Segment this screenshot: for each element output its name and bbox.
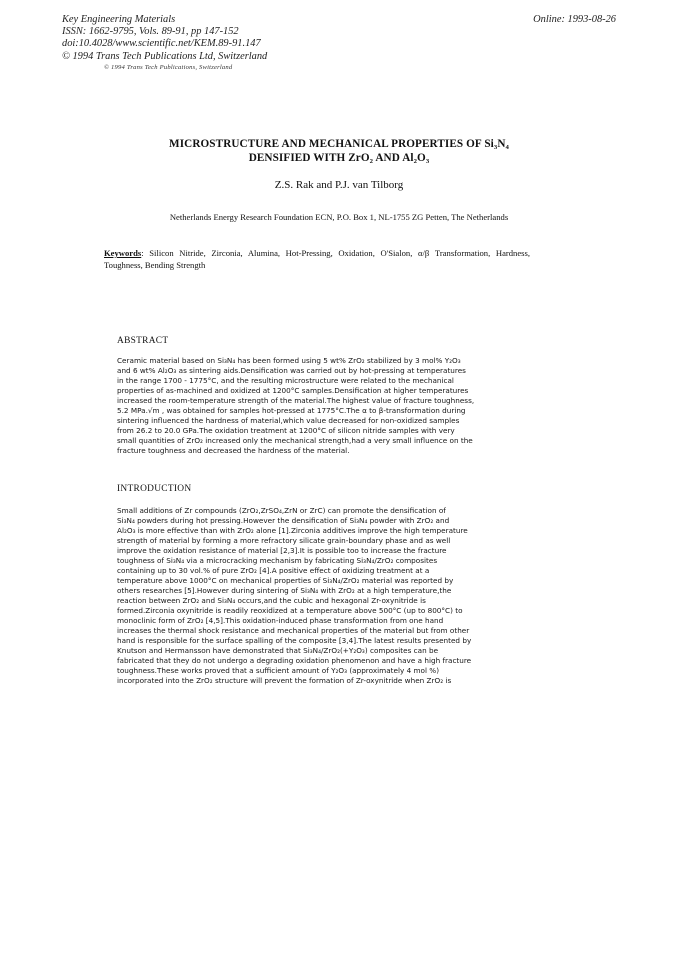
introduction-body: [117, 506, 517, 686]
paper-title-line-1: MICROSTRUCTURE AND MECHANICAL PROPERTIES OF Si₃N₄: [169, 138, 509, 150]
keywords-text: : Silicon Nitride, Zirconia, Alumina, Hot-Pressing, Oxidation, O'Sialon, α/β Transformation, Hardness, Toughness, Bending Strength: [104, 248, 530, 270]
abstract-line: 5.2 MPa.√m , was obtained for samples hot-pressed at 1775°C.The α to β-transformation during: [117, 406, 466, 415]
introduction-heading: INTRODUCTION: [117, 484, 192, 494]
introduction-line: monoclinic form of ZrO₂ [4,5].This oxidation-induced phase transformation from one hand: [117, 616, 444, 625]
abstract-line: fracture toughness and decreased the hardness of the material.: [117, 446, 350, 455]
journal-issn: ISSN: 1662-9795, Vols. 89-91, pp 147-152: [62, 26, 239, 38]
journal-doi[interactable]: doi:10.4028/www.scientific.net/KEM.89-91.147: [62, 38, 261, 50]
abstract-line: sintering influenced the hardness of material,which value decreased for non-oxidized samples: [117, 416, 460, 425]
introduction-line: temperature above 1000°C on mechanical properties of Si₃N₄/ZrO₂ material was reported by: [117, 576, 454, 585]
abstract-line: and 6 wt% Al₂O₃ as sintering aids.Densification was carried out by hot-pressing at temperatures: [117, 366, 466, 375]
introduction-line: toughness of Si₃N₄ via a microcracking mechanism by fabricating Si₃N₄/ZrO₂ composites: [117, 556, 438, 565]
introduction-line: Knutson and Hermansson have demonstrated that Si₃N₄/ZrO₂(+Y₂O₃) composites can be: [117, 646, 439, 655]
introduction-line: strength of material by forming a more refractory silicate grain-boundary phase and as well: [117, 536, 451, 545]
paper-title: [0, 137, 678, 165]
abstract-line: in the range 1700 - 1775°C, and the resulting microstructure were related to the mechanical: [117, 376, 454, 385]
keywords: [104, 248, 530, 271]
journal-copyright: © 1994 Trans Tech Publications Ltd, Switzerland: [62, 50, 268, 62]
introduction-line: increases the thermal shock resistance and mechanical properties of the material but from other: [117, 626, 470, 635]
abstract-body: [117, 356, 517, 456]
journal-header: [62, 14, 267, 63]
keywords-label: Keywords: [104, 248, 142, 258]
introduction-line: reaction between ZrO₂ and Si₃N₄ occurs,and the cubic and hexagonal Zr-oxynitride is: [117, 596, 426, 605]
scanned-copyright-line: © 1994 Trans Tech Publications, Switzerland: [104, 64, 233, 71]
introduction-line: Al₂O₃ is more effective than with ZrO₂ alone [1].Zirconia additives improve the high temperature: [117, 526, 468, 535]
abstract-line: Ceramic material based on Si₃N₄ has been formed using 5 wt% ZrO₂ stabilized by 3 mol% Y₂O₃: [117, 356, 461, 365]
introduction-line: others researches [5].However during sintering of Si₃N₄ with ZrO₂ at a high temperature,the: [117, 586, 452, 595]
introduction-line: Small additions of Zr compounds (ZrO₂,ZrSO₄,ZrN or ZrC) can promote the densification of: [117, 506, 446, 515]
introduction-line: improve the oxidation resistance of material [2,3].It is possible too to increase the fracture: [117, 546, 447, 555]
introduction-line: containing up to 30 vol.% of pure ZrO₂ [4].A positive effect of oxidizing treatment at a: [117, 566, 430, 575]
abstract-line: small quantities of ZrO₂ increased only the mechanical strength,had a very small influence on the: [117, 436, 473, 445]
introduction-line: toughness.These works proved that a sufficient amount of Y₂O₃ (approximately 4 mol %): [117, 666, 440, 675]
introduction-line: Si₃N₄ powders during hot pressing.However the densification of Si₃N₄ powder with ZrO₂ and: [117, 516, 450, 525]
journal-name: Key Engineering Materials: [62, 14, 176, 25]
paper-title-line-2: DENSIFIED WITH ZrO₂ AND Al₂O₃: [248, 152, 430, 164]
abstract-heading: ABSTRACT: [117, 336, 169, 346]
paper-affiliation: Netherlands Energy Research Foundation ECN, P.O. Box 1, NL-1755 ZG Petten, The Netherlands: [169, 212, 509, 222]
introduction-line: hand is responsible for the surface spalling of the composite [3,4].The latest results presented by: [117, 636, 472, 645]
abstract-line: properties of as-machined and oxidized at 1200°C samples.Densification at higher temperatures: [117, 386, 469, 395]
abstract-line: increased the room-temperature strength of the material.The highest value of fracture toughness,: [117, 396, 475, 405]
abstract-line: from 26.2 to 20.0 GPa.The oxidation treatment at 1200°C of silicon nitride samples with very: [117, 426, 455, 435]
introduction-line: fabricated that they do not undergo a degrading oxidation phenomenon and have a high fracture: [117, 656, 472, 665]
online-date: Online: 1993-08-26: [533, 14, 616, 25]
introduction-line: formed.Zirconia oxynitride is readily reoxidized at a temperature above 500°C (up to 800°C) to: [117, 606, 463, 615]
introduction-line: incorporated into the ZrO₂ structure will prevent the formation of Zr-oxynitride when ZrO₂ is: [117, 676, 452, 685]
paper-authors: Z.S. Rak and P.J. van Tilborg: [274, 179, 404, 191]
